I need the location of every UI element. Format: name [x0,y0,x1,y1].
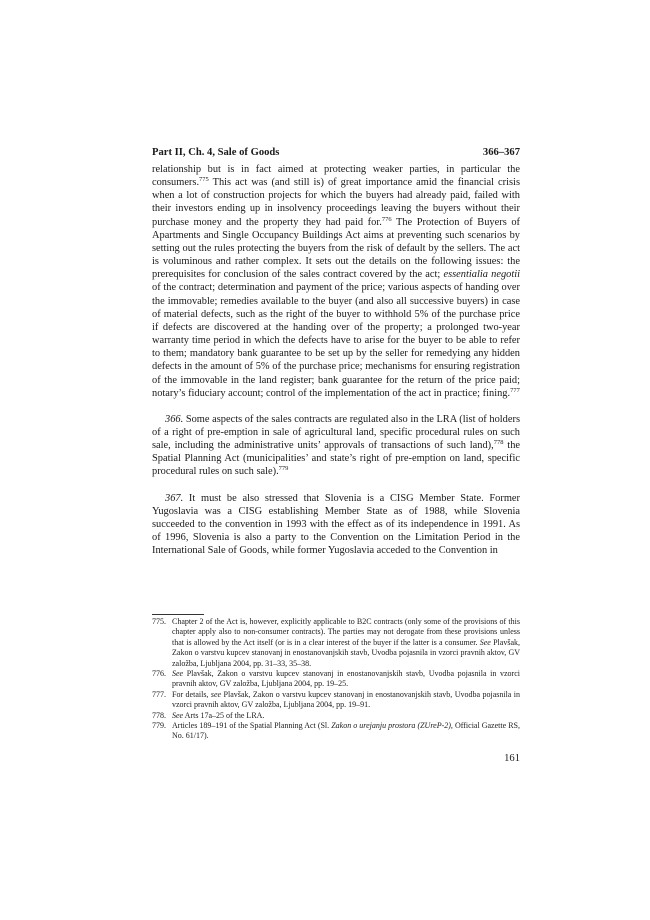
footnote-776 [152,669,520,690]
text-run: It must be also stressed that Slovenia is a CISG Member State. Former Yugoslavia was a CISG establishing Member State as of 1988, while Slovenia succeeded to the convention in 1993 with the effect as of its independence in 1991. As of 1996, Slovenia is also a party to the Convention on the Limitation Period in the International Sale of Goods, while former Yugoslavia acceded to the Convention in [152,492,520,557]
paragraph-366 [152,413,520,479]
footnote-778 [152,711,520,721]
paragraph-continued [152,163,520,400]
footnote-number: 779. [152,721,166,731]
footnote-text [172,669,520,690]
text-run: The Protection of Buyers of Apartments and Single Occupancy Buildings Act aims at preventing such scenarios by setting out the rules protecting the buyers from the risk of default by the sellers. The act is voluminous and rather complex. It sets out the details on the following issues: the prerequisites for conclusion of the sales contract covered by the act; [152,216,520,281]
footnote-ref-776[interactable]: 776 [381,215,392,223]
text-run: Plavšak, Zakon o varstvu kupcev stanovanj in enostanovanjskih stavb, Uvodba pojasnila in vzorci pravnih aktov, GV založba, Ljubljana 2004, pp. 19–25. [172,669,520,689]
footnote-number: 778. [152,710,166,720]
footnote-text [172,721,520,742]
text-run: the Spatial Planning Act (municipalities’ and state’s right of pre-emption on land, specific procedural rules on such sale). [152,440,520,478]
footnote-777 [152,690,520,711]
paragraph-range: 366–367 [482,147,520,158]
text-run: Plavšak, Zakon o varstvu kupcev stanovanj in enostanovanjskih stavb, Uvodba pojasnila in vzorci pravnih aktov, GV založba, Ljubljana 2004, pp. 31–33, 35–38. [172,637,520,668]
text-run: Chapter 2 of the Act is, however, explicitly applicable to B2C contracts (only some of the provisions of this chapter apply also to non-consumer contracts). The parties may not derogate from these provisions unless that is allowed by the Act itself (or is in a clear interest of the buyer if the latter is a consumer. [172,617,520,647]
footnote-779 [152,721,520,742]
footnote-ref-778[interactable]: 778 [493,439,504,447]
text-run: , Official Gazette RS, No. 61/17). [172,721,520,741]
text-run: Articles 189–191 of the Spatial Planning Act (Sl. [172,721,332,731]
text-run: Some aspects of the sales contracts are regulated also in the LRA (list of holders of a right of pre-emption in sale of agricultural land, specific procedural rules on such sale, including the administrative units’ approvals of transactions of such land), [152,413,520,452]
text-run: Plavšak, Zakon o varstvu kupcev stanovanj in enostanovanjskih stavb, Uvodba pojasnila in vzorci pravnih aktov, GV založba, Ljubljana 2004, pp. 19–91. [172,689,521,710]
footnote-number: 777. [152,689,166,699]
text-run: This act was (and still is) of great importance amid the financial crisis when a lot of construction projects for which the buyers had already paid, failed with their investors ending up in insolvency proceedings leaving the buyers without their purchase money and the property they had paid for. [152,177,520,228]
italic-see: See [172,669,184,679]
footnote-ref-779[interactable]: 779 [278,465,289,473]
footnote-text [172,711,520,721]
page-number: 161 [504,753,520,764]
text-run: of the contract; determination and payment of the price; various aspects of handing over the immovable; remedies available to the buyer (and also all successive buyers) in case of material defects, such as the right of the buyer to withhold 5% of the purchase price if defects are discovered at the handing over of the property; a prolonged two-year warranty time period in which the defects have to arise for the buyer to be able to refer to them; mandatory bank guarantee to be set up by the seller for remedying any hidden defects in the amount of 5% of the purchase price; mechanisms for ensuring registration of the immovable in the land register; bank guarantee for the return of the price paid; notary’s fiduciary account; control of the implementation of the act in practice; fining. [152,282,520,399]
footnote-number: 776. [152,669,166,679]
running-header [152,146,520,159]
main-text [152,163,520,557]
italic-see: see [210,689,222,699]
paragraph-number: 367. [165,492,184,504]
paragraph-number: 366. [165,413,184,425]
footnote-text [172,690,520,711]
footnote-ref-775[interactable]: 775 [199,176,209,184]
footnote-775 [152,617,520,669]
footnote-number: 775. [152,617,166,626]
italic-see: See [479,637,491,647]
italic-title: Zakon o urejanju prostora (ZUreP-2) [331,721,451,731]
paragraph-367 [152,492,520,558]
running-title: Part II, Ch. 4, Sale of Goods [152,147,280,158]
italic-see: See [172,710,184,720]
italic-term: essentialia negotii [443,269,520,281]
footnote-divider [152,614,204,615]
text-run: For details, [172,689,211,699]
footnote-text [172,617,520,669]
text-run: relationship but is in fact aimed at protecting weaker parties, in particular the consumers. [152,164,520,189]
text-run: Arts 17a–25 of the LRA. [183,710,265,720]
footnotes [152,617,520,742]
footnote-ref-777[interactable]: 777 [510,386,520,394]
